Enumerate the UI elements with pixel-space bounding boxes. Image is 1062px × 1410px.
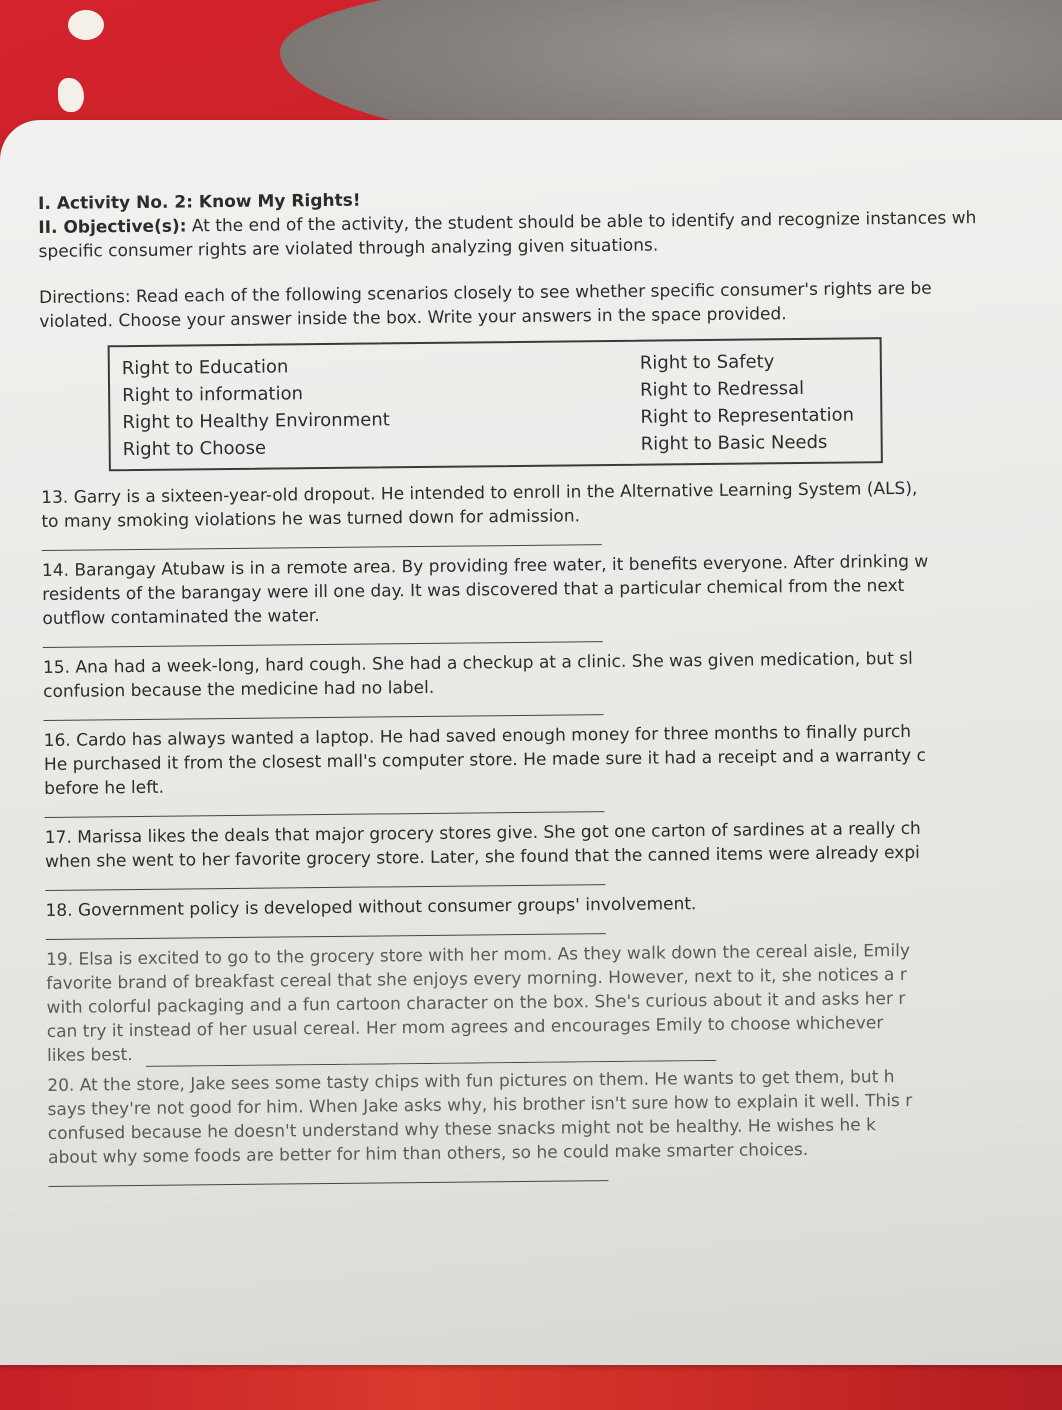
- choice-right-to-education: Right to Education: [121, 356, 289, 380]
- question-line: 17. Marissa likes the deals that major grocery stores give. She got one carton of sardines at a really ch: [44, 818, 921, 848]
- question-line: 19. Elsa is excited to go to the grocery store with her mom. As they walk down the cereal aisle, Emily: [45, 940, 911, 970]
- fabric-bottom-strip: [0, 1360, 1062, 1410]
- choice-right-to-safety: Right to Safety: [639, 351, 775, 374]
- question-line: about why some foods are better for him than others, so he could make smarter choices.: [48, 1139, 809, 1168]
- question-line: 14. Barangay Atubaw is in a remote area. By providing free water, it benefits everyone. After drinking w: [41, 551, 929, 581]
- choice-right-to-representation: Right to Representation: [640, 404, 855, 428]
- question-line: confused because he doesn't understand why these snacks might not be healthy. He wishes he k: [47, 1115, 877, 1144]
- answer-line-19[interactable]: [146, 1050, 716, 1067]
- question-15: [43, 645, 1062, 704]
- question-line: can try it instead of her usual cereal. Her mom agrees and encourages Emily to choose whichever: [46, 1013, 884, 1042]
- question-line: 16. Cardo has always wanted a laptop. He had saved enough money for three months to finally purch: [43, 721, 912, 751]
- question-line: before he left.: [44, 777, 165, 799]
- question-line: outflow contaminated the water.: [42, 606, 320, 629]
- question-line: He purchased it from the closest mall's computer store. He made sure it had a receipt and a warranty c: [43, 745, 926, 775]
- question-line: with colorful packaging and a fun cartoon character on the box. She's curious about it and asks her r: [46, 988, 906, 1018]
- question-line: residents of the barangay were ill one day. It was discovered that a particular chemical from the next: [42, 575, 905, 605]
- question-17: [45, 815, 1062, 874]
- question-line: likes best.: [46, 1045, 133, 1066]
- question-line: favorite brand of breakfast cereal that she enjoys every morning. However, next to it, she notices a r: [46, 964, 907, 994]
- objective-text: At the end of the activity, the student should be able to identify and recognize instances wh: [191, 208, 977, 237]
- choice-right-to-redressal: Right to Redressal: [639, 377, 805, 401]
- question-line: 13. Garry is a sixteen-year-old dropout. He intended to enroll in the Alternative Learning System (ALS),: [41, 478, 918, 508]
- question-line: 18. Government policy is developed without consumer groups' involvement.: [45, 894, 697, 921]
- choices-left-column: [122, 352, 390, 463]
- objective-line-2: specific consumer rights are violated through analyzing given situations.: [38, 235, 659, 262]
- question-line: says they're not good for him. When Jake asks why, his brother isn't sure how to explain it well. This r: [47, 1090, 913, 1120]
- choice-right-to-choose: Right to Choose: [122, 437, 267, 461]
- question-line: when she went to her favorite grocery store. Later, she found that the canned items were already expi: [44, 842, 920, 872]
- worksheet-content: [38, 181, 1062, 1195]
- choice-right-to-healthy-environment: Right to Healthy Environment: [122, 409, 390, 434]
- objective-label: II. Objective(s):: [38, 216, 187, 238]
- question-13: [41, 475, 1061, 534]
- directions-line-1: Directions: Read each of the following scenarios closely to see whether specific consumer's rights are be: [39, 278, 932, 308]
- question-line: 15. Ana had a week-long, hard cough. She had a checkup at a clinic. She was given medication, but sl: [42, 648, 913, 678]
- choices-right-column: [640, 347, 855, 457]
- question-line: confusion because the medicine had no label.: [43, 677, 435, 702]
- directions-line-2: violated. Choose your answer inside the box. Write your answers in the space provided.: [39, 304, 787, 332]
- activity-title: I. Activity No. 2: Know My Rights!: [38, 190, 361, 214]
- choice-right-to-information: Right to information: [122, 383, 304, 407]
- fabric-pattern-dot: [68, 10, 104, 40]
- question-19: [46, 937, 1062, 1068]
- question-14: [42, 548, 1062, 631]
- answer-choices-box: [108, 337, 883, 471]
- question-16: [44, 718, 1062, 801]
- choice-right-to-basic-needs: Right to Basic Needs: [640, 431, 828, 455]
- question-line: to many smoking violations he was turned down for admission.: [41, 506, 581, 532]
- fabric-pattern-dot: [58, 78, 84, 112]
- question-20: [47, 1063, 1062, 1170]
- question-line: 20. At the store, Jake sees some tasty chips with fun pictures on them. He wants to get them, but h: [47, 1067, 895, 1096]
